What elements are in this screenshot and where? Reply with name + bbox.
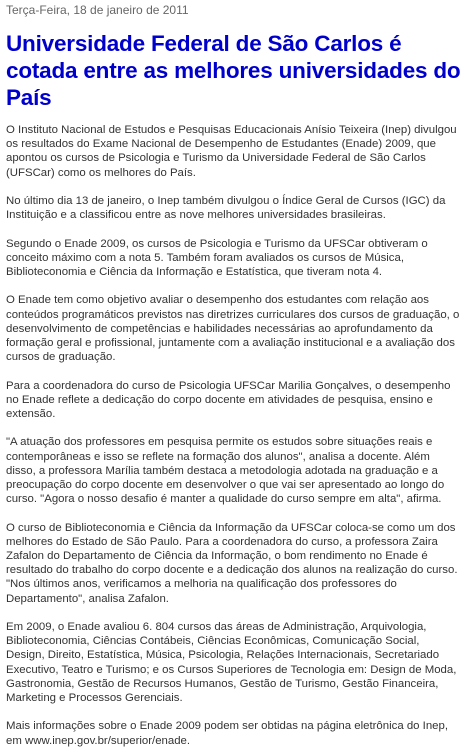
article-body xyxy=(6,123,461,748)
article-paragraph-4: O Enade tem como objetivo avaliar o desempenho dos estudantes com relação aos conteúdos programáticos previstos nas diretrizes curriculares dos cursos de graduação, o desenvolvimento de competências e habilidades necessárias ao aprofundamento da formação geral e profissional, juntamente com a avaliação institucional e a avaliação dos cursos de graduação. xyxy=(6,294,460,364)
article-title: Universidade Federal de São Carlos é cotada entre as melhores universidades do País xyxy=(6,31,461,110)
article-paragraph-6: "A atuação dos professores em pesquisa permite os estudos sobre situações reais e contemporâneas e isso se reflete na formação dos alunos", analisa a docente. Além disso, a professora Marília também destaca a metodologia adotada na graduação e a preocupação do corpo docente em desenvolver o que vai ser apresentado ao longo do curso. "Agora o nosso desafio é manter a qualidade do curso sempre em alta", afirma. xyxy=(6,436,445,506)
article-paragraph-1: O Instituto Nacional de Estudos e Pesquisas Educacionais Anísio Teixeira (Inep) divulgou os resultados do Exame Nacional de Desempenho de Estudantes (Enade) 2009, que apontou os cursos de Psicologia e Turismo da Universidade Federal de São Carlos (UFSCar) como os melhores do País. xyxy=(6,124,457,179)
article-paragraph-8: Em 2009, o Enade avaliou 6. 804 cursos das áreas de Administração, Arquivologia, Biblioteconomia, Ciências Contábeis, Ciências Econômicas, Comunicação Social, Design, Direito, Estatística, Música, Psicologia, Relações Internacionais, Secretariado Executivo, Teatro e Turismo; e os Cursos Superiores de Tecnologia em: Design de Moda, Gastronomia, Gestão de Recursos Humanos, Gestão de Turismo, Gestão Financeira, Marketing e Processos Gerenciais. xyxy=(6,621,457,705)
article-paragraph-9: Mais informações sobre o Enade 2009 podem ser obtidas na página eletrônica do Inep, em www.inep.gov.br/superior/enade. xyxy=(6,720,448,747)
article-paragraph-2: No último dia 13 de janeiro, o Inep também divulgou o Índice Geral de Cursos (IGC) da Instituição e a classificou entre as nove melhores universidades brasileiras. xyxy=(6,195,446,222)
article-paragraph-3: Segundo o Enade 2009, os cursos de Psicologia e Turismo da UFSCar obtiveram o conceito máximo com a nota 5. Também foram avaliados os cursos de Música, Biblioteconomia e Ciência da Informação e Estatística, que tiveram nota 4. xyxy=(6,237,428,278)
article-date: Terça-Feira, 18 de janeiro de 2011 xyxy=(6,3,189,17)
article-paragraph-7: O curso de Biblioteconomia e Ciência da Informação da UFSCar coloca-se como um dos melhores do Estado de São Paulo. Para a coordenadora do curso, a professora Zaira Zafalon do Departamento de Ciência da Informação, o bom rendimento no Enade é resultado do trabalho do corpo docente e a dedicação dos alunos na realização do curso. "Nos últimos anos, verificamos a melhoria na qualificação dos professores do Departamento", analisa Zafalon. xyxy=(6,521,458,605)
article-paragraph-5: Para a coordenadora do curso de Psicologia UFSCar Marilia Gonçalves, o desempenho no Enade reflete a dedicação do corpo docente em atividades de pesquisa, ensino e extensão. xyxy=(6,379,451,420)
